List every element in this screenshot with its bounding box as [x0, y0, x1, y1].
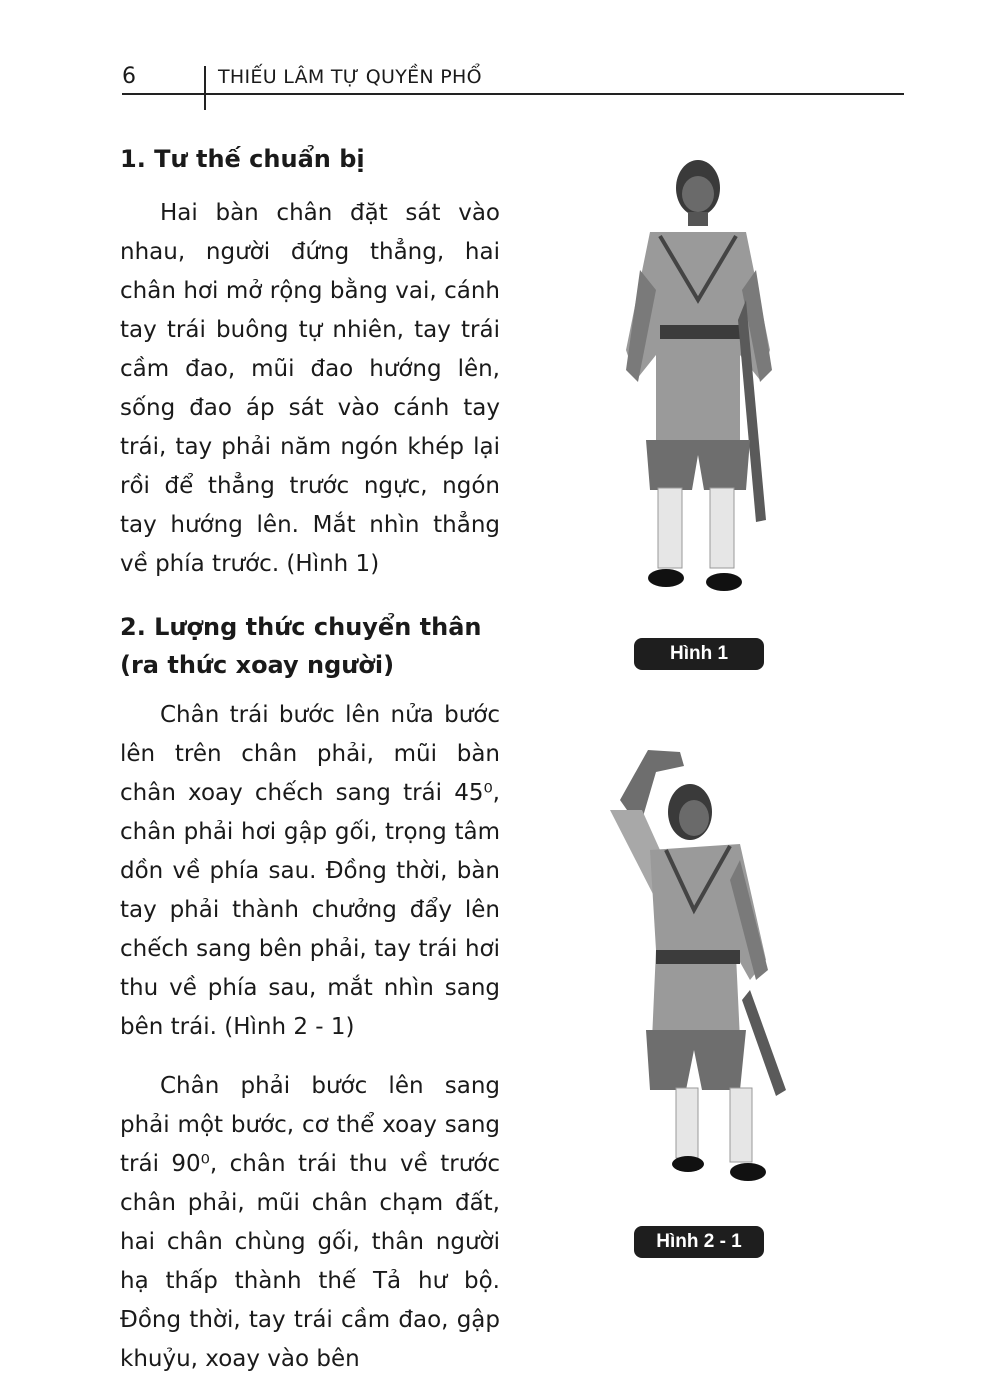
section-2-paragraph-2: Chân phải bước lên sang phải một bước, cơ thể xoay sang trái 90⁰, chân trái thu về trước chân phải, mũi chân chạm đất, hai chân chùng gối, thân người hạ thấp thành thế Tả hư bộ. Đồng thời, tay trái cầm đao, gập khuỷu, xoay vào bên — [120, 1073, 500, 1372]
figure-2-1-image — [590, 740, 810, 1200]
text-column — [120, 140, 500, 1379]
section-heading-2: 2. Lượng thức chuyển thân (ra thức xoay người) — [120, 613, 482, 679]
figure-1-caption: Hình 1 — [634, 638, 764, 670]
page-number: 6 — [122, 64, 136, 89]
section-heading-1: 1. Tư thế chuẩn bị — [120, 145, 365, 173]
figure-2-1-caption: Hình 2 - 1 — [634, 1226, 764, 1258]
figure-1-image — [600, 150, 800, 610]
section-1-paragraph: Hai bàn chân đặt sát vào nhau, người đứng thẳng, hai chân hơi mở rộng bằng vai, cánh tay trái buông tự nhiên, tay trái cầm đao, mũi đao hướng lên, sống đao áp sát vào cánh tay trái, tay phải năm ngón khép lại rồi để thẳng trước ngực, ngón tay hướng lên. Mắt nhìn thẳng về phía trước. (Hình 1) — [120, 200, 500, 577]
header-divider — [204, 66, 206, 110]
book-title: THIẾU LÂM TỰ QUYỀN PHỔ — [218, 66, 482, 88]
running-header — [122, 60, 904, 100]
header-rule — [122, 93, 904, 95]
section-2-paragraph-1: Chân trái bước lên nửa bước lên trên chân phải, mũi bàn chân xoay chếch sang trái 45⁰, chân phải hơi gập gối, trọng tâm dồn về phía sau. Đồng thời, bàn tay phải thành chưởng đẩy lên chếch sang bên phải, tay trái hơi thu về phía sau, mắt nhìn sang bên trái. (Hình 2 - 1) — [120, 702, 500, 1040]
